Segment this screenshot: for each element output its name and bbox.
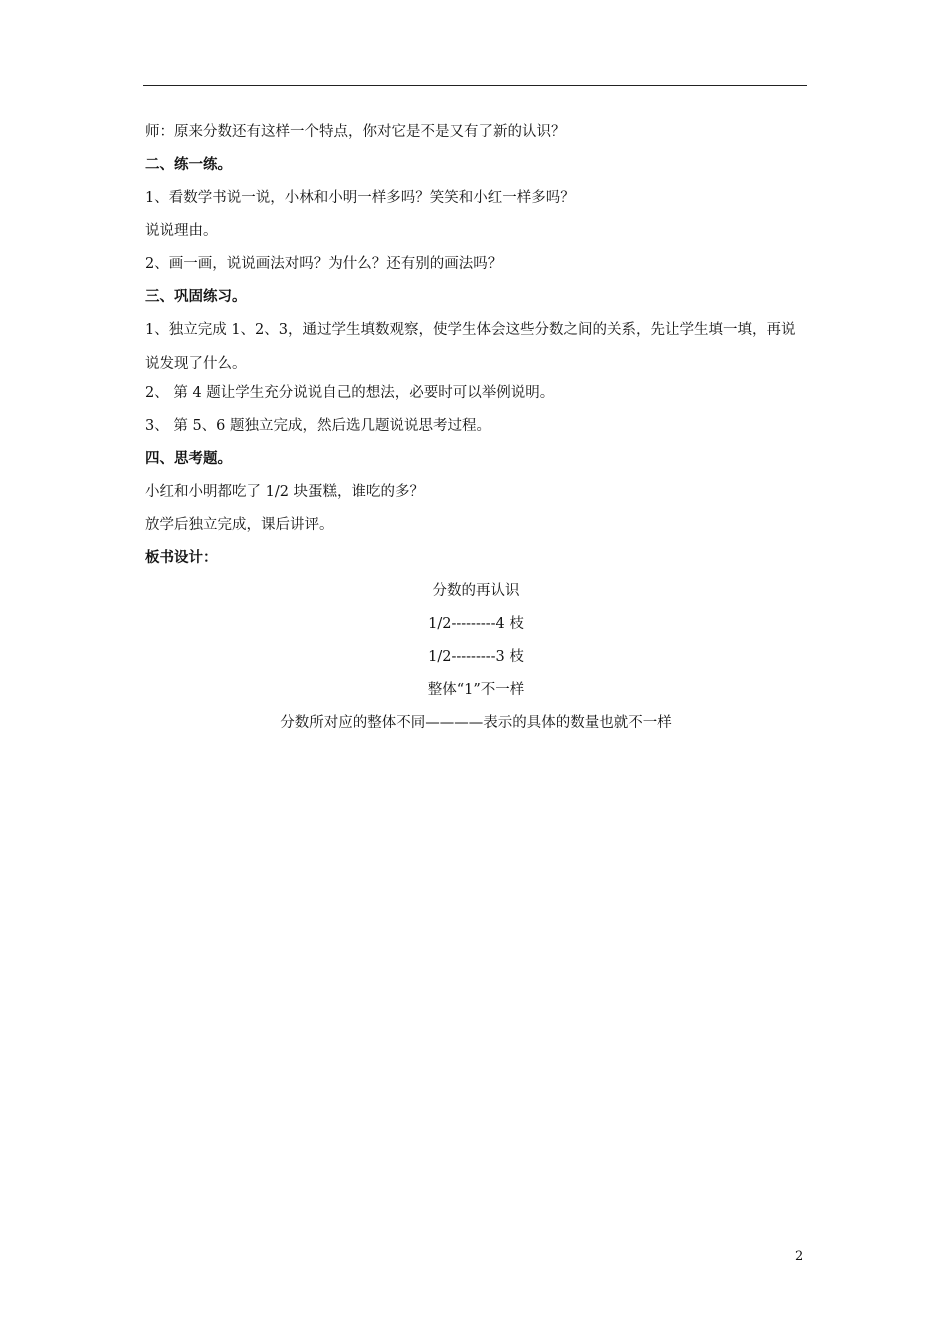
board-row-3: 整体“1”不一样: [427, 682, 525, 698]
board-title: 分数的再认识: [432, 583, 520, 599]
document-body: [145, 122, 807, 746]
consolidation-item-2: 2、 第 4 题让学生充分说说自己的想法，必要时可以举例说明。: [145, 385, 555, 401]
page-number: 2: [795, 1249, 804, 1264]
board-row-4: 分数所对应的整体不同————表示的具体的数量也就不一样: [280, 715, 672, 731]
practice-item-1: 1、看数学书说一说，小林和小明一样多吗？笑笑和小红一样多吗？: [145, 190, 575, 206]
section-heading-thinking: 四、思考题。: [145, 451, 232, 467]
practice-item-2: 2、画一画，说说画法对吗？为什么？还有别的画法吗？: [145, 256, 503, 272]
practice-item-1-continued: 说说理由。: [145, 223, 218, 239]
consolidation-item-1: 1、独立完成 1、2、3，通过学生填数观察，使学生体会这些分数之间的关系，先让学生填一填，再说说发现了什么。: [145, 322, 796, 372]
board-row-1: 1/2---------4 枝: [428, 616, 524, 632]
section-heading-consolidation: 三、巩固练习。: [145, 289, 247, 305]
teacher-remark: 师：原来分数还有这样一个特点，你对它是不是又有了新的认识？: [145, 124, 566, 140]
consolidation-item-3: 3、 第 5、6 题独立完成，然后选几题说说思考过程。: [145, 418, 492, 434]
thinking-note: 放学后独立完成，课后讲评。: [145, 517, 334, 533]
header-rule: [143, 85, 807, 86]
board-row-2: 1/2---------3 枝: [428, 649, 524, 665]
section-heading-board-design: 板书设计：: [145, 550, 218, 566]
thinking-question: 小红和小明都吃了 1/2 块蛋糕，谁吃的多？: [145, 484, 425, 500]
section-heading-practice: 二、练一练。: [145, 157, 232, 173]
board-design: [145, 581, 807, 733]
